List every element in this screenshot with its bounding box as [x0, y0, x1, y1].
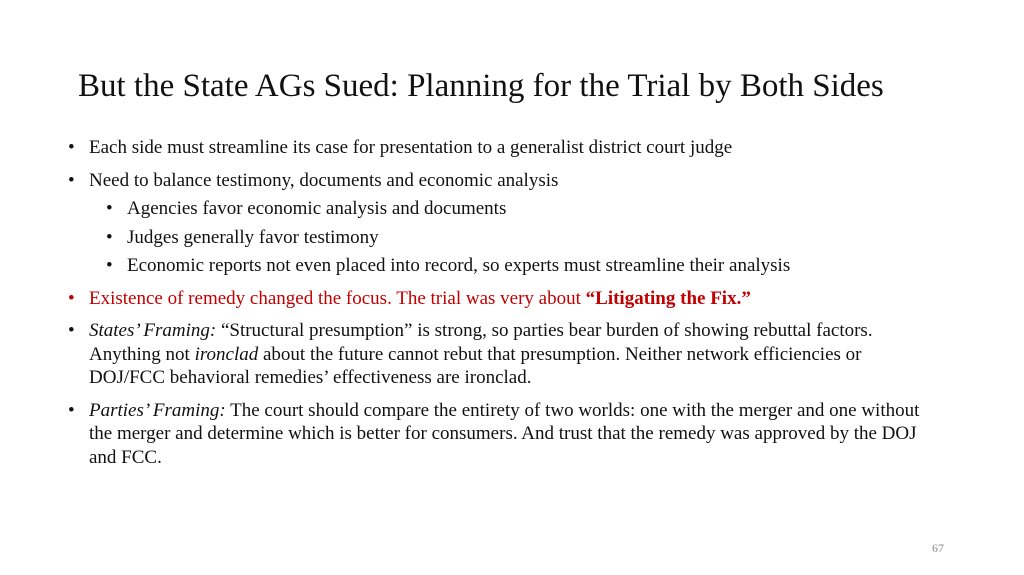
bullet-text: The court should compare the entirety of two worlds: one with the merger and one without the merger and determine which is better for consumers. And trust that the remedy was approved by the DOJ and FCC.: [89, 399, 920, 468]
bullet-text: “Structural presumption” is strong, so parties bear burden of showing rebuttal factors. Anything not: [89, 320, 873, 365]
bullet-italic-text: ironclad: [194, 343, 259, 365]
slide-number: 67: [932, 541, 944, 555]
bullet-bold-text: “Litigating the Fix.”: [585, 287, 751, 309]
bullet-dot-icon: •: [68, 287, 75, 309]
bullet-item-highlight: [68, 287, 938, 311]
bullet-dot-icon: •: [106, 198, 113, 219]
bullet-item: [68, 399, 938, 470]
bullet-text: Judges generally favor testimony: [127, 226, 379, 248]
bullet-dot-icon: •: [68, 169, 75, 191]
bullet-text: Existence of remedy changed the focus. The trial was very about: [89, 287, 586, 309]
bullet-label: States’ Framing:: [89, 320, 217, 341]
bullet-dot-icon: •: [68, 399, 75, 421]
sub-bullet-item: [106, 197, 938, 221]
bullet-text: Agencies favor economic analysis and documents: [127, 198, 507, 219]
bullet-item: [68, 169, 938, 193]
sub-bullet-item: [106, 226, 938, 250]
slide-title: But the State AGs Sued: Planning for the Trial by Both Sides: [78, 68, 884, 104]
bullet-dot-icon: •: [106, 255, 113, 276]
bullet-text: about the future cannot rebut that presumption. Neither network efficiencies or DOJ/FCC behavioral remedies’ effectiveness are ironclad.: [89, 343, 862, 388]
bullet-text: Economic reports not even placed into record, so experts must streamline their analysis: [127, 255, 791, 276]
bullet-item: [68, 136, 938, 160]
bullet-text: Each side must streamline its case for presentation to a generalist district court judge: [89, 137, 733, 158]
bullet-item: [68, 319, 938, 390]
bullet-dot-icon: •: [68, 320, 75, 341]
bullet-dot-icon: •: [106, 226, 113, 248]
bullet-label: Parties’ Framing:: [89, 399, 226, 421]
sub-bullet-item: [106, 254, 938, 278]
bullet-text: Need to balance testimony, documents and economic analysis: [89, 169, 559, 191]
bullet-dot-icon: •: [68, 137, 75, 158]
bullet-list: [68, 136, 938, 469]
